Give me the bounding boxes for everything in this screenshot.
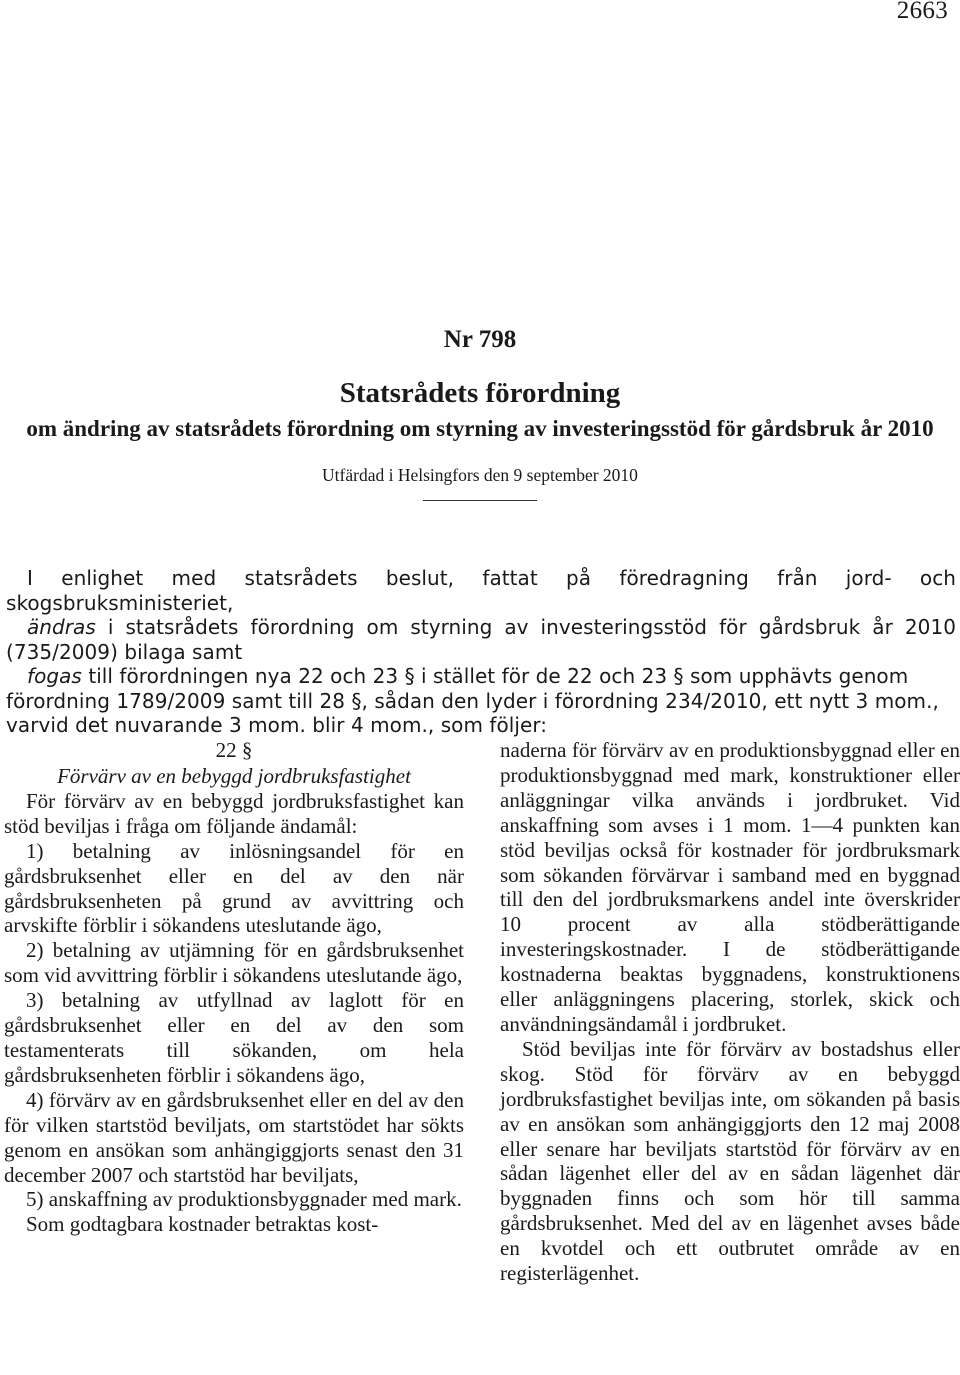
list-item: 1) betalning av inlösningsandel för en gårdsbruksenhet eller en del av den när gårdsbruksenheten på grund av avvittring och arvskifte förblir i sökandens uteslutande ägo, — [4, 838, 464, 938]
document-title: Statsrådets förordning — [339, 377, 621, 409]
list-item: 3) betalning av utfyllnad av laglott för en gårdsbruksenhet eller en del av den som testamenterats till sökanden, om hela gårdsbruksenheten förblir i sökandens ägo, — [4, 988, 464, 1087]
document-header — [0, 322, 960, 501]
page-number: 2663 — [896, 0, 948, 24]
preamble-amend-text: i statsrådets förordning om styrning av investeringsstöd för gårdsbruk år 2010 (735/2009) bilaga samt — [6, 615, 956, 664]
preamble — [6, 566, 956, 738]
document-subtitle: om ändring av statsrådets förordning om styrning av investeringsstöd för gårdsbruk år 2010 — [26, 416, 934, 441]
document-number: Nr 798 — [443, 326, 517, 353]
paragraph: naderna för förvärv av en produktionsbyggnad eller en produktionsbyggnad med mark, konstruktioner eller anläggningar vilka används i jordbruket. Vid anskaffning som avses i 1 mom. 1—4 punkten kan stöd beviljas också för kostnader för jordbruksmark som sökanden förvärvar i samband med en byggnad till den del jordbruksmarkens andel inte överskrider 10 procent av alla stödberättigande investeringskostnader. I de stödberättigande kostnaderna beaktas byggnadens, konstruktionens eller anläggningens placering, storlek, skick och användningsändamål i jordbruket. — [500, 738, 960, 1036]
left-column — [4, 738, 464, 1237]
preamble-amend — [6, 615, 956, 664]
paragraph: Som godtagbara kostnader betraktas kost- — [26, 1212, 379, 1237]
list-item: 4) förvärv av en gårdsbruksenhet eller en del av den för vilken startstöd beviljats, om startstödet har sökts genom en ansökan som anhängiggjorts senast den 31 december 2007 och startstöd har beviljats, — [4, 1087, 464, 1187]
list-item: 5) anskaffning av produktionsbyggnader med mark. — [26, 1187, 462, 1212]
right-column — [500, 738, 960, 1286]
section-number: 22 § — [215, 738, 253, 762]
section-heading: Förvärv av en bebyggd jordbruksfastighet — [57, 763, 411, 788]
preamble-intro: I enlighet med statsrådets beslut, fattat på föredragning från jord- och skogsbruksministeriet, — [6, 566, 956, 615]
preamble-add — [6, 664, 956, 738]
header-divider — [423, 500, 537, 501]
preamble-add-text: till förordningen nya 22 och 23 § i stället för de 22 och 23 § som upphävts genom förordning 1789/2009 samt till 28 §, sådan den lyder i förordning 234/2010, ett nytt 3 mom., varvid det nuvarande 3 mom. blir 4 mom., som följer: — [6, 664, 939, 737]
paragraph: Stöd beviljas inte för förvärv av bostadshus eller skog. Stöd för förvärv av en bebyggd jordbruksfastighet beviljas inte, om sökanden på basis av en ansökan som anhängiggjorts den 12 maj 2008 eller senare har beviljats startstöd för förvärv av en sådan lägenhet eller del av en sådan lägenhet där byggnaden finns och som hör till samma gårdsbruksenhet. Med del av en lägenhet avses både en kvotdel och ett outbrutet område av en registerlägenhet. — [500, 1036, 960, 1286]
preamble-add-keyword: fogas — [27, 664, 82, 688]
paragraph: För förvärv av en bebyggd jordbruksfastighet kan stöd beviljas i fråga om följande ändamål: — [4, 788, 464, 838]
preamble-amend-keyword: ändras — [27, 615, 96, 639]
list-item: 2) betalning av utjämning för en gårdsbruksenhet som vid avvittring förblir i sökandens uteslutande ägo, — [4, 938, 464, 988]
issue-date: Utfärdad i Helsingfors den 9 september 2010 — [322, 465, 638, 485]
